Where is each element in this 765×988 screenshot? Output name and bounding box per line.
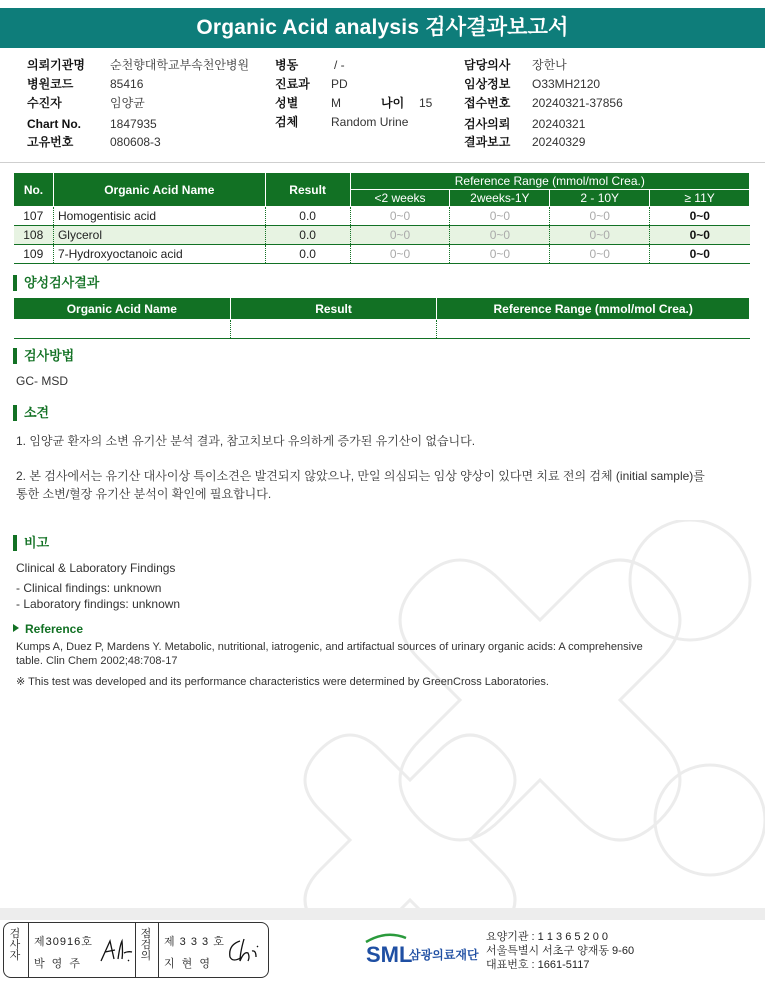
row-ref-ge11y: 0~0 [689, 209, 710, 223]
col-header-lt2w: <2 weeks [350, 190, 450, 207]
col-header-ge11y: ≥ 11Y [650, 190, 750, 207]
doctor-value: 장한나 [532, 58, 567, 72]
row-no: 107 [14, 207, 54, 226]
method-text: GC- MSD [16, 374, 68, 388]
reference-line-2: table. Clin Chem 2002;48:708-17 [16, 655, 178, 667]
age-label: 나이 [381, 96, 405, 110]
remarks-section-title: 비고 [13, 535, 49, 551]
reference-title-text: Reference [25, 622, 84, 636]
tester-signature [98, 937, 134, 967]
org-address: 서울특별시 서초구 양재동 9-60 [486, 945, 635, 957]
row-ref-2-10y: 0~0 [550, 207, 650, 226]
sex-label: 성별 [275, 96, 299, 110]
patient-label: 수진자 [27, 96, 62, 110]
row-ref-2-10y: 0~0 [550, 245, 650, 264]
findings-line-2b: 통한 소변/혈장 유기산 분석이 확인에 필요합니다. [16, 487, 272, 501]
request-value: 20240321 [532, 117, 586, 131]
reviewer-number: 제 3 3 3 호 [164, 936, 225, 948]
row-result: 0.0 [265, 226, 350, 245]
row-name: 7-Hydroxyoctanoic acid [53, 245, 265, 264]
row-no: 109 [14, 245, 54, 264]
pos-empty-reference [437, 320, 750, 339]
clinical-value: O33MH2120 [532, 77, 601, 91]
method-section-title: 검사방법 [13, 348, 74, 364]
watermark-cross-logo [300, 520, 765, 920]
chart-label: Chart No. [27, 117, 81, 131]
reference-title [13, 622, 83, 636]
row-name: Homogentisic acid [53, 207, 265, 226]
row-ref-2w-1y: 0~0 [450, 226, 550, 245]
disclaimer-note: ※ This test was developed and its performance characteristics were determined by GreenCross Laboratories. [16, 676, 549, 688]
row-ref-2-10y: 0~0 [550, 226, 650, 245]
pos-header-reference: Reference Range (mmol/mol Crea.) [437, 298, 750, 320]
dept-value: PD [331, 77, 348, 91]
col-header-2-10y: 2 - 10Y [550, 190, 650, 207]
col-header-reference: Reference Range (mmol/mol Crea.) [350, 173, 749, 190]
row-result: 0.0 [265, 245, 350, 264]
table-row [14, 207, 750, 226]
org-phone: 대표번호 : 1661-5117 [486, 959, 590, 971]
pos-empty-name [14, 320, 231, 339]
id-label: 고유번호 [27, 135, 74, 149]
report-date-value: 20240329 [532, 135, 586, 149]
divider [0, 162, 765, 163]
ward-label: 병동 [275, 58, 299, 72]
logo-text: SML [366, 942, 413, 967]
col-header-name: Organic Acid Name [53, 173, 265, 207]
report-title: Organic Acid analysis 검사결과보고서 [0, 8, 765, 48]
patient-value: 임양균 [110, 96, 145, 110]
org-name: 삼광의료재단 [409, 948, 479, 962]
pos-header-result: Result [230, 298, 437, 320]
sig-divider [135, 923, 136, 977]
row-ref-lt2w: 0~0 [350, 207, 450, 226]
dept-label: 진료과 [275, 77, 310, 91]
specimen-value: Random Urine [331, 115, 409, 129]
sig-divider [158, 923, 159, 977]
code-value: 85416 [110, 77, 144, 91]
positive-section-title: 양성검사결과 [13, 275, 99, 291]
row-no: 108 [14, 226, 54, 245]
org-info [486, 930, 634, 972]
pos-empty-result [230, 320, 437, 339]
hospital-value: 순천향대학교부속천안병원 [110, 58, 250, 72]
hospital-label: 의뢰기관명 [27, 58, 85, 72]
report-date-label: 결과보고 [464, 135, 511, 149]
tester-number: 제30916호 [34, 936, 93, 948]
findings-line-2a: 2. 본 검사에서는 유기산 대사이상 특이소견은 발견되지 않았으나, 만일 의심되는 임상 양상이 있다면 치료 전의 검체 (initial sample)를 [16, 469, 705, 483]
positive-results-table [13, 297, 750, 339]
sig-divider [28, 923, 29, 977]
request-label: 검사의뢰 [464, 117, 511, 131]
row-ref-lt2w: 0~0 [350, 245, 450, 264]
code-label: 병원코드 [27, 77, 74, 91]
reviewer-name: 지 현 영 [164, 958, 212, 970]
organic-acid-table [13, 172, 750, 264]
clinical-label: 임상정보 [464, 77, 511, 91]
remarks-clinical: - Clinical findings: unknown [16, 581, 162, 595]
tester-name: 박 영 주 [34, 958, 82, 970]
row-ref-ge11y: 0~0 [650, 226, 750, 245]
table-row [14, 226, 750, 245]
reviewer-signature [224, 935, 264, 967]
row-name: Glycerol [53, 226, 265, 245]
doctor-label: 담당의사 [464, 58, 511, 72]
sml-logo [364, 932, 484, 975]
table-row [14, 245, 750, 264]
age-value: 15 [419, 96, 433, 110]
row-ref-2w-1y: 0~0 [450, 207, 550, 226]
col-header-no: No. [14, 173, 54, 207]
signature-box [3, 922, 269, 978]
findings-section-title: 소견 [13, 405, 49, 421]
table-row [14, 320, 750, 339]
tester-label: 검사자 [9, 928, 21, 962]
sex-value: M [331, 96, 341, 110]
id-value: 080608-3 [110, 135, 161, 149]
reviewer-label: 점검의 [140, 928, 152, 962]
remarks-heading: Clinical & Laboratory Findings [16, 561, 176, 575]
specimen-label: 검체 [275, 115, 299, 129]
findings-line-1: 1. 임양균 환자의 소변 유기산 분석 결과, 참고치보다 유의하게 증가된 유기산이 없습니다. [16, 434, 476, 448]
reference-line-1: Kumps A, Duez P, Mardens Y. Metabolic, nutritional, iatrogenic, and artifactual sources of urinary organic acids: A comprehensive [16, 641, 643, 653]
triangle-icon [13, 624, 19, 632]
footer-band [0, 908, 765, 920]
reception-value: 20240321-37856 [532, 96, 623, 110]
remarks-laboratory: - Laboratory findings: unknown [16, 597, 181, 611]
row-ref-2w-1y: 0~0 [450, 245, 550, 264]
org-code: 요양기관 : 1 1 3 6 5 2 0 0 [486, 931, 609, 943]
col-header-2w-1y: 2weeks-1Y [450, 190, 550, 207]
row-ref-ge11y: 0~0 [689, 247, 710, 261]
pos-header-name: Organic Acid Name [14, 298, 231, 320]
chart-value: 1847935 [110, 117, 157, 131]
row-result: 0.0 [265, 207, 350, 226]
col-header-result: Result [265, 173, 350, 207]
reception-label: 접수번호 [464, 96, 511, 110]
ward-value: / - [334, 58, 345, 72]
row-ref-lt2w: 0~0 [350, 226, 450, 245]
